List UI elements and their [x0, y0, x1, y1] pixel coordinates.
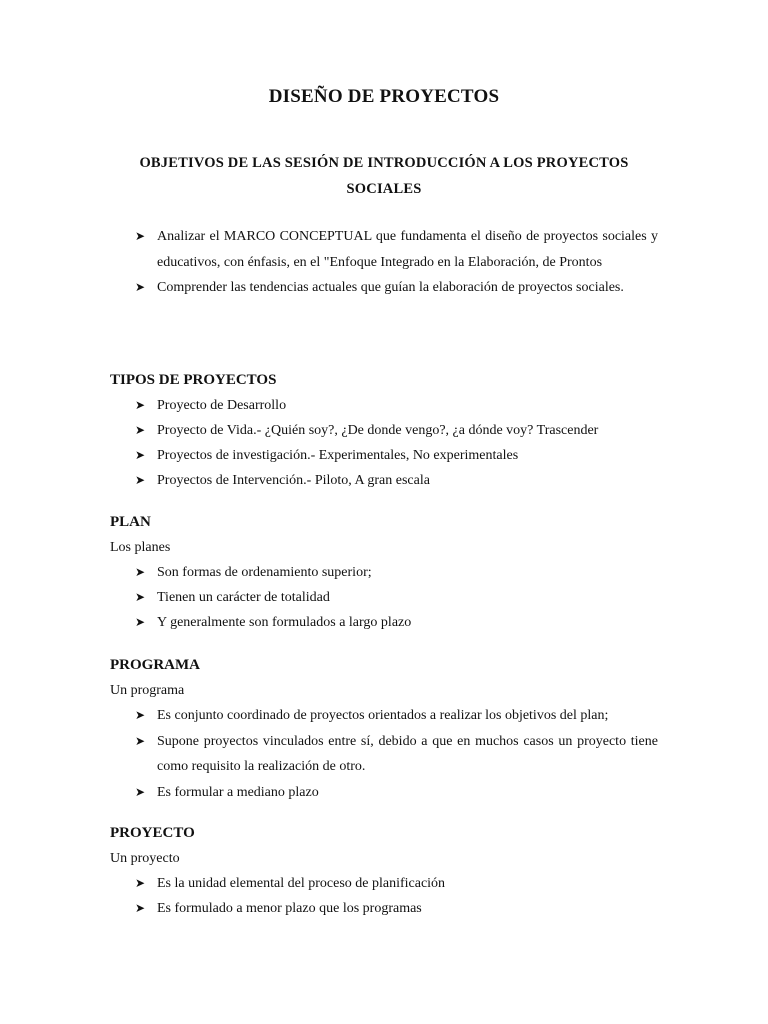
proyecto-list — [110, 871, 658, 921]
list-item — [110, 610, 658, 635]
list-item-text: Es conjunto coordinado de proyectos orientados a realizar los objetivos del plan; — [157, 708, 609, 723]
section-heading-programa: PROGRAMA — [110, 657, 200, 673]
tipos-section — [110, 367, 658, 493]
plan-section — [110, 509, 658, 635]
list-item — [110, 393, 658, 418]
list-item — [110, 729, 658, 780]
list-item-text: Y generalmente son formulados a largo plazo — [157, 615, 412, 630]
list-item-text: Proyectos de Intervención.- Piloto, A gran escala — [157, 473, 430, 488]
arrowhead-bullet-icon: ➤ — [135, 229, 146, 243]
section-heading-tipos: TIPOS DE PROYECTOS — [110, 372, 277, 388]
document-subtitle: OBJETIVOS DE LAS SESIÓN DE INTRODUCCIÓN A LOS PROYECTOS SOCIALES — [139, 155, 629, 197]
section-heading-proyecto: PROYECTO — [110, 825, 195, 841]
programa-list — [110, 703, 658, 805]
list-item — [110, 443, 658, 468]
arrowhead-bullet-icon: ➤ — [135, 876, 146, 890]
section-intro-programa: Un programa — [110, 683, 185, 698]
plan-list — [110, 560, 658, 635]
objectives-section — [110, 224, 658, 301]
arrowhead-bullet-icon: ➤ — [135, 473, 146, 487]
list-item — [110, 275, 658, 301]
list-item-text: Son formas de ordenamiento superior; — [157, 565, 372, 580]
document-title: DISEÑO DE PROYECTOS — [268, 86, 500, 107]
arrowhead-bullet-icon: ➤ — [135, 448, 146, 462]
list-item — [110, 703, 658, 729]
section-heading-plan: PLAN — [110, 514, 151, 530]
list-item-text: Es formular a mediano plazo — [157, 784, 319, 800]
arrowhead-bullet-icon: ➤ — [135, 423, 146, 437]
list-item — [110, 468, 658, 493]
programa-section — [110, 652, 658, 805]
section-intro-proyecto: Un proyecto — [110, 851, 180, 866]
list-item — [110, 224, 658, 275]
list-item-text: Proyecto de Desarrollo — [157, 398, 287, 413]
objectives-list — [110, 224, 658, 301]
list-item-text: Proyecto de Vida.- ¿Quién soy?, ¿De donde vengo?, ¿a dónde voy? Trascender — [157, 423, 599, 438]
list-item — [110, 896, 658, 921]
list-item — [110, 871, 658, 896]
arrowhead-bullet-icon: ➤ — [135, 708, 146, 722]
list-item — [110, 780, 658, 806]
arrowhead-bullet-icon: ➤ — [135, 565, 146, 579]
list-item-text: Es formulado a menor plazo que los programas — [157, 901, 422, 916]
list-item — [110, 560, 658, 585]
list-item — [110, 585, 658, 610]
arrowhead-bullet-icon: ➤ — [135, 590, 146, 604]
arrowhead-bullet-icon: ➤ — [135, 280, 146, 294]
list-item-text: Tienen un carácter de totalidad — [157, 590, 330, 605]
list-item-text: Analizar el MARCO CONCEPTUAL que fundamenta el diseño de proyectos sociales y educativos, con énfasis, en el "Enfoque Integrado en la Elaboración, de Prontos — [157, 229, 658, 270]
list-item-text: Comprender las tendencias actuales que guían la elaboración de proyectos sociales. — [157, 280, 624, 295]
list-item-text: Supone proyectos vinculados entre sí, debido a que en muchos casos un proyecto tiene como requisito la realización de otro. — [157, 733, 658, 774]
list-item-text: Proyectos de investigación.- Experimentales, No experimentales — [157, 448, 519, 463]
arrowhead-bullet-icon: ➤ — [135, 901, 146, 915]
section-intro-plan: Los planes — [110, 540, 171, 555]
arrowhead-bullet-icon: ➤ — [135, 733, 146, 748]
proyecto-section — [110, 820, 658, 921]
list-item — [110, 418, 658, 443]
tipos-list — [110, 393, 658, 493]
arrowhead-bullet-icon: ➤ — [135, 784, 146, 799]
list-item-text: Es la unidad elemental del proceso de planificación — [157, 876, 446, 891]
arrowhead-bullet-icon: ➤ — [135, 398, 146, 412]
arrowhead-bullet-icon: ➤ — [135, 615, 146, 629]
